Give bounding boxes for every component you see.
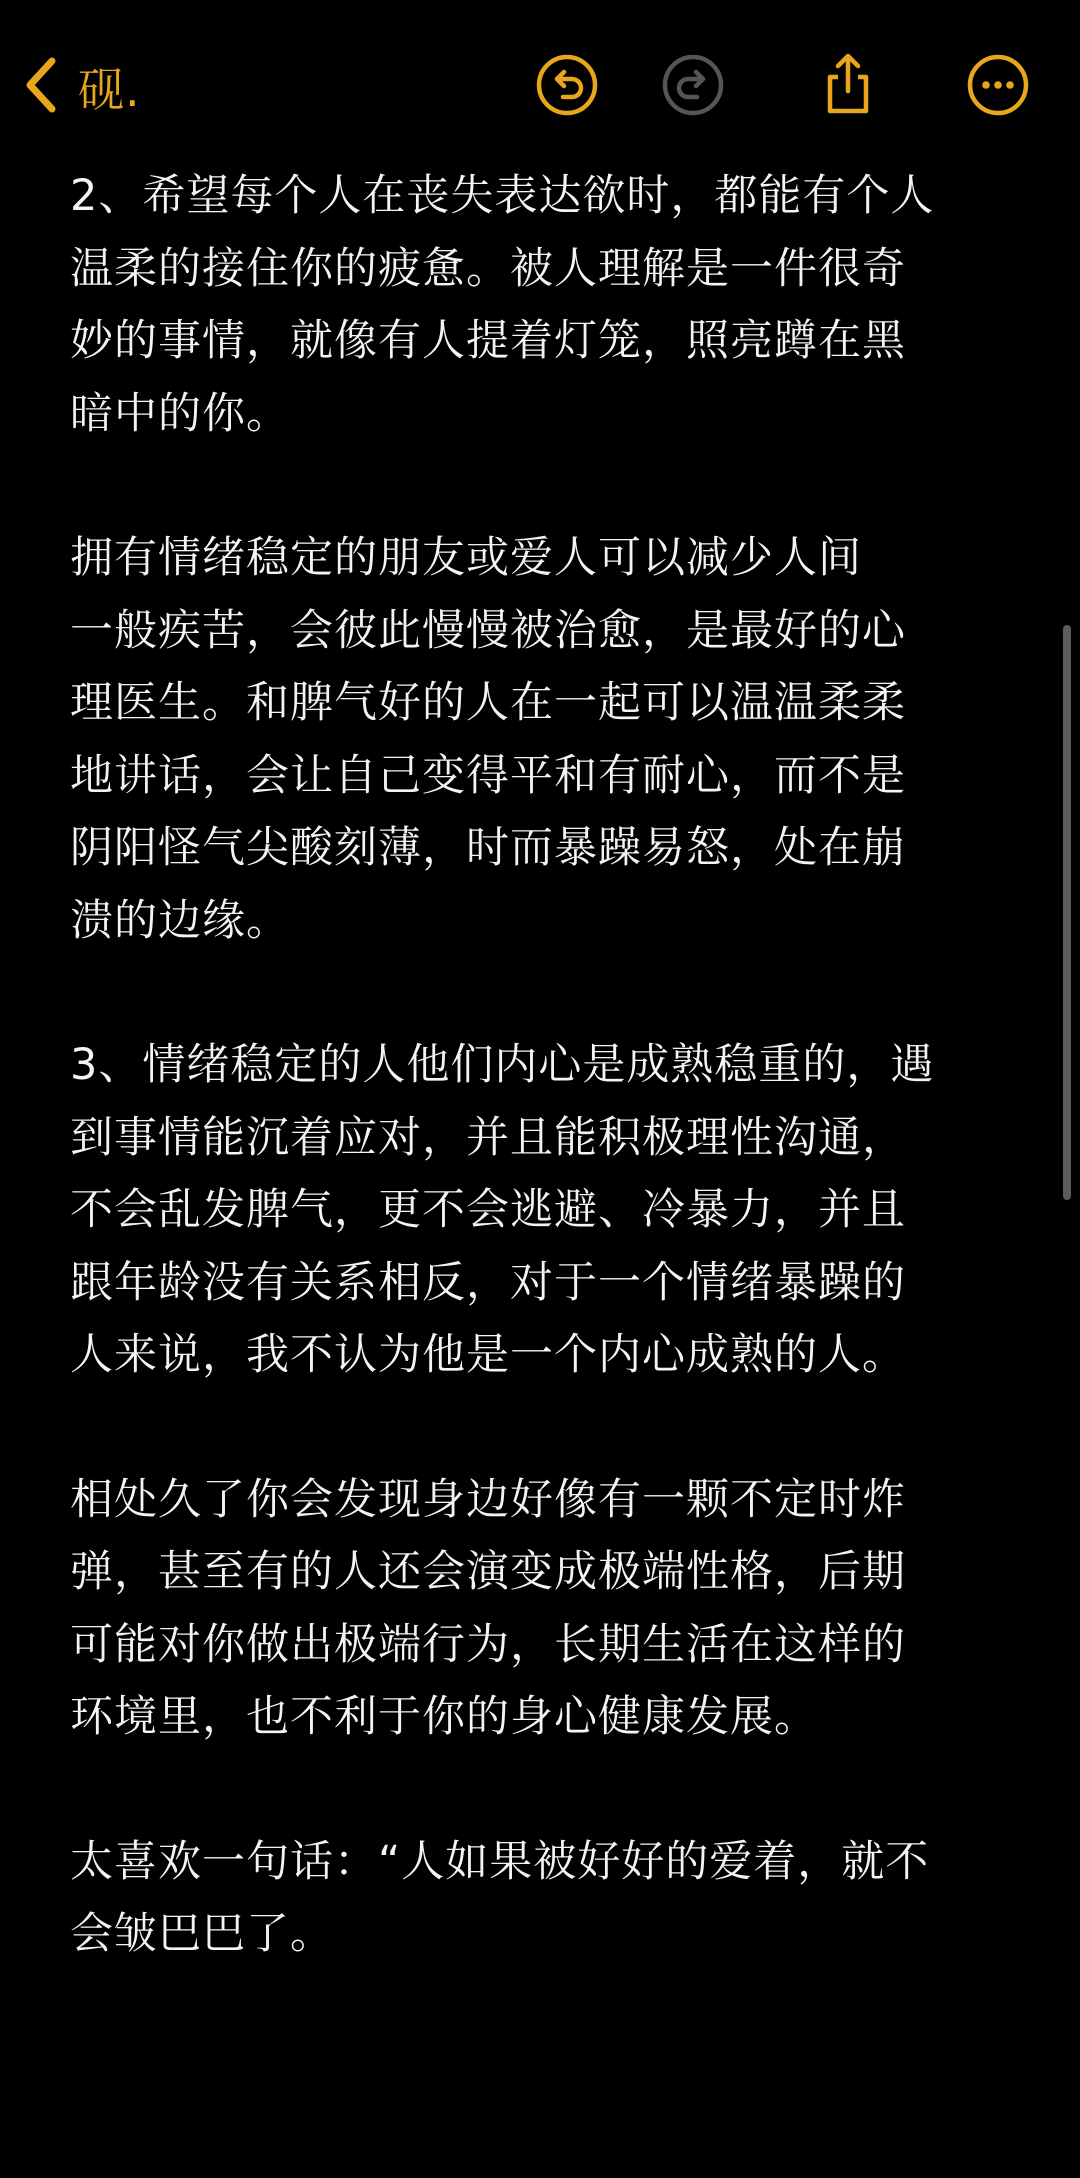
note-line: 溃的边缘。 bbox=[70, 895, 290, 946]
note-paragraph bbox=[70, 522, 1010, 957]
share-icon bbox=[816, 53, 880, 121]
note-line: 人来说，我不认为他是一个内心成熟的人。 bbox=[70, 1330, 906, 1380]
note-line: 环境里，也不利于你的身心健康发展。 bbox=[70, 1692, 818, 1742]
undo-button[interactable] bbox=[535, 55, 599, 119]
more-icon bbox=[966, 53, 1030, 121]
redo-button[interactable] bbox=[661, 55, 725, 119]
note-line: 可能对你做出极端行为，长期生活在这样的 bbox=[70, 1619, 906, 1670]
note-line: 2、希望每个人在丧失表达欲时，都能有个人 bbox=[70, 171, 935, 221]
note-line: 会皱巴巴了。 bbox=[70, 1909, 334, 1959]
note-line: 相处久了你会发现身边好像有一颗不定时炸 bbox=[70, 1474, 906, 1525]
note-line: 太喜欢一句话：“人如果被好好的爱着，就不 bbox=[70, 1836, 930, 1887]
note-line: 温柔的接住你的疲惫。被人理解是一件很奇 bbox=[70, 243, 906, 294]
note-text[interactable] bbox=[0, 160, 1080, 1960]
scroll-indicator[interactable] bbox=[1063, 625, 1071, 1200]
note-line: 到事情能沉着应对，并且能积极理性沟通， bbox=[70, 1112, 906, 1163]
note-line: 一般疾苦，会彼此慢慢被治愈，是最好的心 bbox=[70, 605, 906, 656]
note-line: 跟年龄没有关系相反，对于一个情绪暴躁的 bbox=[70, 1257, 906, 1308]
back-label: 砚. bbox=[78, 63, 141, 117]
note-line: 拥有情绪稳定的朋友或爱人可以减少人间 bbox=[70, 533, 862, 583]
undo-icon bbox=[535, 53, 599, 121]
note-paragraph bbox=[70, 160, 1010, 450]
note-line: 3、情绪稳定的人他们内心是成熟稳重的，遇 bbox=[70, 1040, 935, 1090]
note-line: 弹，甚至有的人还会演变成极端性格，后期 bbox=[70, 1547, 906, 1597]
note-line: 阴阳怪气尖酸刻薄，时而暴躁易怒，处在崩 bbox=[70, 823, 906, 873]
note-paragraph bbox=[70, 1029, 1010, 1392]
note-paragraph bbox=[70, 1464, 1010, 1754]
note-line: 地讲话，会让自己变得平和有耐心，而不是 bbox=[70, 750, 906, 801]
note-paragraph bbox=[70, 1826, 1010, 1961]
more-button[interactable] bbox=[966, 55, 1030, 119]
chevron-left-icon bbox=[22, 55, 58, 119]
note-line: 暗中的你。 bbox=[70, 388, 290, 439]
note-line: 不会乱发脾气，更不会逃避、冷暴力，并且 bbox=[70, 1185, 906, 1235]
bottom-toolbar bbox=[0, 2020, 1080, 2178]
note-line: 理医生。和脾气好的人在一起可以温温柔柔 bbox=[70, 678, 906, 728]
back-button[interactable] bbox=[22, 52, 141, 122]
note-body[interactable] bbox=[0, 160, 1080, 1960]
share-button[interactable] bbox=[816, 55, 880, 119]
top-nav-bar bbox=[0, 0, 1080, 170]
note-line: 妙的事情，就像有人提着灯笼，照亮蹲在黑 bbox=[70, 316, 906, 366]
redo-icon bbox=[661, 53, 725, 121]
